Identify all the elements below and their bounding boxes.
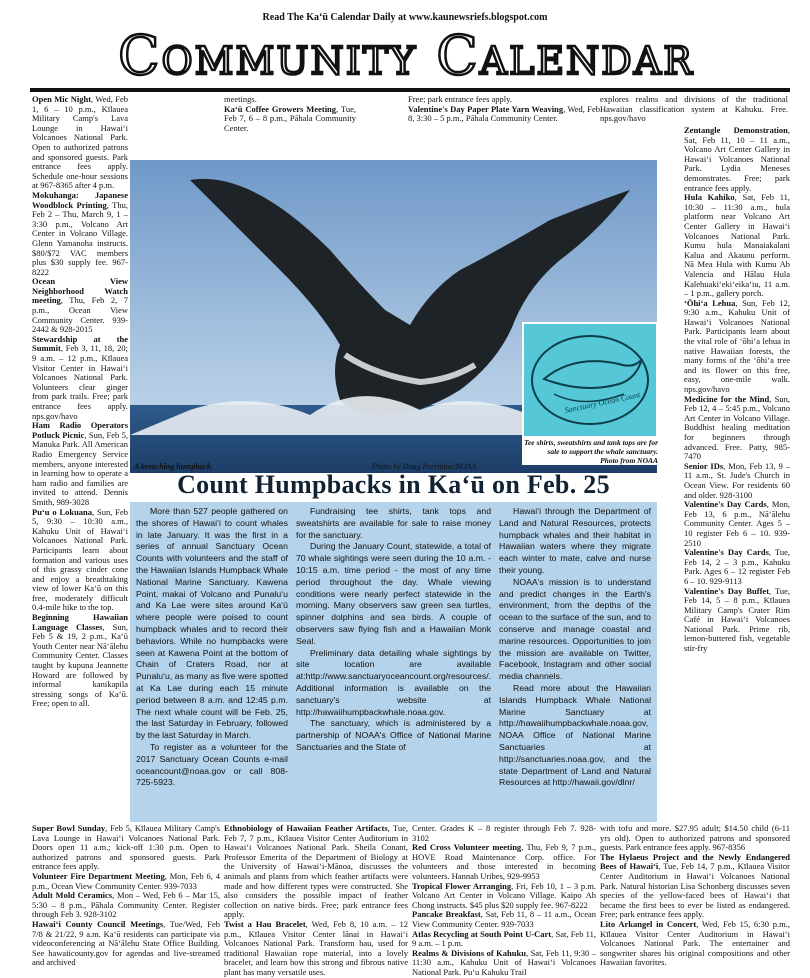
bottom_col2-entry: Ethnobiology of Hawaiian Feather Artifacts, Tue, Feb 7, 7 p.m., Kīlauea Visitor Center Auditorium in Hawai‘i Volcanoes National Park. Sheila Conant, Professor Emerita of the Department of Biology at the University of Hawai‘i-Mānoa, discusses the animals and plants from which feather artifacts were made and how different types were constructed. She also considers the possible impact of feather collection on native birds. Free; park entrance fees apply. [224,823,408,920]
col_right-entry: Hula Kahiko, Sat, Feb 11, 10:30 – 11:30 a.m., hula platform near Volcano Art Center Gallery in Hawai‘i Volcanoes National Park. Kumu hula Manaiakalani Kalua and Akaunu perform. Nā Mea Hula with Kumu Ab Valencia and Hālau Hula Kalehuaki‘eki‘eika‘iu, 11 a.m. – 1 p.m., gallery porch. [684,192,790,299]
right-column [684,126,790,821]
bottom_col4-entry: with tofu and more. $27.95 adult; $14.50 child (6-11 yrs old). Open to authorized patrons and sponsored guests. Park entrance fees apply. 967-8356 [600,823,790,853]
col_left-entry: Ham Radio Operators Potluck Picnic, Sun, Feb 5, Manuka Park. All American Radio Emergency Service members, anyone interested in learning how to operate a ham radio and families are invited to attend. Dennis Smith, 989-3028 [32,420,128,507]
masthead-title: Community Calendar [118,24,694,87]
story_cols.2-entry: Read more about the Hawaiian Islands Humpback Whale National Marine Sanctuary at http://hawaiihumpbackwhale.noaa.gov, NOAA Office of National Marine Sanctuaries at http://sanctuaries.noaa.gov, and the state Department of Land and Natural Resources at http://hawaii.gov/dlnr/ [499,682,651,788]
story-headline: Count Humpbacks in Ka‘ū on Feb. 25 [177,470,610,499]
story-column-2 [296,506,491,818]
left-column [32,94,129,709]
col_left-entry: Stewardship at the Summit, Feb 3, 11, 18, 20; 9 a.m. – 12 p.m., Kīlauea Visitor Center in Hawai‘i Volcanoes National Park. Volunteers clear ginger from park trails. Free; park entrance fees apply. nps.gov/havo [32,333,128,421]
story_cols.1-entry: Fundraising tee shirts, tank tops and sweatshirts are available for sale to raise money for the sanctuary. [295,506,492,540]
bottom_col3-entry: Pancake Breakfast, Sat, Feb 11, 8 – 11 a.m., Ocean View Community Center. 939-7033 [412,909,596,929]
story_cols.1-entry: Preliminary data detailing whale sightings by site location are available at:http://www.sanctuaryoceancount.org/resources/. Additional information is available on the sanctuary's website at http://hawaiihumpbackwhale.noaa.gov. [295,647,492,717]
col_left-entry: Mokuhanga: Japanese Woodblock Printing, Thu, Feb 2 – Thu, March 9, 1 – 3:30 p.m., Volcano Art Center in Volcano Village. Glenn Yamanoha instructs. $80/$72 VAC members plus $30 supply fee. 967-8222 [32,189,128,277]
col_right-entry: Senior IDs, Mon, Feb 13, 9 – 11 a.m., St. Jude's Church in Ocean View. For residents 60 and older. 928-3100 [684,460,791,500]
story-column-3 [499,506,651,818]
inset-caption-text: Tee shirts, sweatshirts and tank tops are for sale to support the whale sanctuary. [524,438,658,456]
col_right-entry: Valentine's Day Cards, Tue, Feb 14, 2 – 3 p.m., Kahuku Park. Ages 6 – 12 register Feb 6 – 10. 929-9113 [684,547,790,586]
bottom_col1-entry: Adult Mold Ceramics, Mon – Wed, Feb 6 – Mar 15, 5:30 – 8 p.m., Pāhala Community Center. Register through Feb 3. 928-3102 [32,890,220,920]
bottom-column-2 [224,823,409,977]
bottom_col3-entry: Tropical Flower Arranging, Fri, Feb 10, 1 – 3 p.m. Volcano Art Center in Volcano Village. Kaipo Ah Chong instructs. $45 plus $20 supply fee. 967-8222 [412,880,597,910]
bottom-column-4 [600,824,790,970]
col_4a-line: explores realms and divisions of the traditional Hawaiian classification system at Kahuku. Free. nps.gov/havo [600,94,788,124]
col_right-entry: Medicine for the Mind, Sun, Feb 12, 4 – 5:45 p.m., Volcano Art Center in Volcano Village. Buddhist healing meditation for beginners through advanced. Free. Patty, 985-7470 [684,393,790,462]
story_cols.2-entry: Hawai‘i through the Department of Land and Natural Resources, protects humpback whales and their habitat in Hawaiian waters where they migrate each winter to mate, calve and nurse their young. [499,506,651,575]
bottom_col3-entry: Red Cross Volunteer meeting, Thu, Feb 9, 7 p.m., HOVE Road Maintenance Corp. office. For volunteers and those interested in becoming volunteers. Hannah Uribes, 929-9953 [412,842,597,881]
top-banner: Read The Ka‘ū Calendar Daily at www.kaunewsriefs.blogspot.com [262,12,548,23]
whale-logo-icon [524,324,656,436]
bottom_col4-entry: The Hylaeus Project and the Newly Endangered Bees of Hawai‘i, Tue, Feb 14, 7 p.m., Kīlauea Visitor Center Auditorium in Hawai‘i Volcanoes National Park. Natural historian Lisa Schonberg discusses seven species of the yellow-faced bees of Hawai‘i that became the first bees to ever be listed as endangered. Free; park entrance fees apply. [600,851,790,920]
masthead-rule [30,88,790,92]
story_cols.1-entry: During the January Count, statewide, a total of 70 whale sightings were seen during the 10 a.m. - 10:15 a.m. time period - the most of any time period throughout the day. Whale viewing conditions were nearly perfect statewide in the morning. Many observers saw green sea turtles, spinner dolphins and sea birds. A couple of observers saw flying fish and a Hawaiian Monk Seal. [295,541,492,646]
col_2a-line: meetings. [224,94,257,104]
photo-caption: A breaching humpback. [134,462,213,471]
column-4-top [600,95,788,125]
col_left-entry: Open Mic Night, Wed, Feb 1, 6 – 10 p.m., Kīlauea Military Camp's Lava Lounge in Hawai‘i Volcanoes National Park. Open to authorized patrons and sponsored guests. Park entrance fees apply. Schedule one-hour sessions at 967-8365 after 4 p.m. [32,94,128,191]
bottom_col3-entry: Realms & Divisions of Kahuku, Sat, Feb 11, 9:30 – 11:30 a.m., Kahuku Unit of Hawai‘i Volcanoes National Park. Pu‘u Kahuku Trail [412,947,596,977]
col_right-entry: Valentine's Day Cards, Mon, Feb 13, 6 p.m., Nā‘ālehu Community Center. Ages 5 – 10 register Feb 6 – 10. 939-2510 [684,499,791,548]
story_cols.2-entry: NOAA's mission is to understand and predict changes in the Earth's environment, from the depths of the ocean to the surface of the sun, and to conserve and manage coastal and marine resources. Opportunities to join the mission are available on Twitter, Facebook, Instagram and other social media channels. [499,576,651,682]
story_cols.0-entry: To register as a volunteer for the 2017 Sanctuary Ocean Counts e-mail oceancount@noaa.gov or call 808-725-5923. [136,741,288,788]
bottom-column-3 [412,823,597,977]
story-column-1 [136,506,288,818]
bottom-column-1 [32,824,220,970]
bottom_col4-entry: Lito Arkangel in Concert, Wed, Feb 15, 6:30 p.m., Kīlauea Visitor Center Auditorium in Hawai‘i Volcanoes National Park. The entertainer and songwriter shares his original compositions and other Hawaiian favorites. [600,918,791,968]
col_right-entry: Valentine's Day Buffet, Tue, Feb 14, 5 – 8 p.m., Kīlauea Military Camp's Crater Rim Café in Hawai‘i Volcanoes National Park. Prime rib, lemon-buttered fish, vegetable stir-fry [684,585,790,654]
col_3a-line: Valentine's Day Paper Plate Yarn Weaving, Wed, Feb 8, 3:30 – 5 p.m., Pāhala Community Center. [408,103,601,124]
bottom_col1-entry: Super Bowl Sunday, Feb 5, Kīlauea Military Camp's Lava Lounge in Hawai‘i Volcanoes National Park. Doors open 11 a.m.; kick-off 1:30 p.m. Open to authorized patrons and sponsored guests. Park entrance fees apply. [32,823,220,872]
col_right-entry: Zentangle Demonstration, Sat, Feb 11, 10 – 11 a.m., Volcano Art Center Gallery in Hawai‘i Volcanoes National Park. Lydia Meneses demonstrates. Free; park entrance fees apply. [684,125,790,193]
story_cols.0-entry: More than 527 people gathered on the shores of Hawai‘i to count whales in late January. It was the first in a series of annual Sanctuary Ocean Counts with volunteers and the staff of the Hawaiian Islands Humpback Whale National Marine Sanctuary. Kawena Point, makai of Volcano and Punalu‘u and Ka Lae were sites around Ka‘ū where people were poised to count humpback whales and to record their behaviors. While no humpbacks were seen at Kawena Point at the bottom of Chain of Craters Road, nor at Punalu‘u, as many as five were spotted at Ka Lae during each 15 minute period between 8 a.m. and 12:45 p.m. The next whale count will be Feb. 25, the last Saturday in February, followed by the last Saturday in March. [136,506,288,741]
col_2a-line: Ka‘ū Coffee Growers Meeting, Tue, Feb 7, 6 – 8 p.m., Pāhala Community Center. [224,103,356,133]
column-2-top [224,95,356,157]
column-3-top [408,95,600,157]
col_left-entry: Pu‘u o Lokuana, Sun, Feb 5, 9:30 – 10:30 a.m., Kahuku Unit of Hawai‘i Volcanoes National Park. Participants learn about formation and various uses of this grassy cinder cone and enjoy a breathtaking view of lower Ka‘ū on this free, moderately difficult 0.4-mile hike to the top. [32,506,128,613]
story-box [130,502,657,822]
bottom_col1-entry: Volunteer Fire Department Meeting, Mon, Feb 6, 4 p.m., Ocean View Community Center. 939-7033 [32,870,220,891]
bottom_col3-entry: Center. Grades K – 8 register through Feb 7. 928-3102 [412,823,596,843]
photo-credit: Photo by Doug Perrinine/NOAA [372,462,477,471]
col_3a-line: Free; park entrance fees apply. [408,94,512,104]
bottom_col1-entry: Hawai‘i County Council Meetings, Tue/Wed, Feb 7/8 & 21/22, 9 a.m. Ka‘ū residents can participate via videoconferencing at Nā‘ālehu State Office Building. See hawaiicounty.gov for agendas and live-streamed and archived [32,918,220,968]
bottom_col3-entry: Atlas Recycling at South Point U-Cart, Sat, Feb 11, 9 a.m. – 1 p.m. [412,928,596,949]
col_right-entry: ‘Ōhi‘a Lehua, Sun, Feb 12, 9:30 a.m., Kahuku Unit of Hawai‘i Volcanoes National Park. Participants learn about the vital role of ‘ōhi‘a lehua in native Hawaiian forests, the many forms of the ‘ōhi‘a tree and its flower on this free, easy, one-mile walk. nps.gov/havo [684,297,790,395]
logo-text: Sanctuary Ocean Count [563,390,641,415]
bottom_col2-entry: Twist a Hau Bracelet, Wed, Feb 8, 10 a.m. – 12 p.m., Kīlauea Visitor Center lānai in Hawai‘i Volcanoes National Park. Transform hau, used for traditional Hawaiian rope material, into a lovely bracelet, and learn how this strong and fibrous native plant has many versatile uses. [224,918,409,977]
story_cols.1-entry: The sanctuary, which is administered by a partnership of NOAA's Office of National Marine Sanctuaries and the State of [295,718,492,752]
col_left-entry: Ocean View Neighborhood Watch meeting, Thu, Feb 2, 7 p.m., Ocean View Community Center. 939-2442 & 928-2015 [32,276,128,335]
inset-caption [522,438,658,465]
col_left-entry: Beginning Hawaiian Language Classes, Sun, Feb 5 & 19, 2 p.m., Ka‘ū Youth Center near Nā‘ālehu Community Center. Classes taught by kupuna Jeannette Howard are followed by informal kanikapila stressing songs of Ka‘ū. Free; open to all. [32,612,129,709]
inset-credit: Photo from NOAA [600,456,658,465]
sanctuary-logo-photo [522,322,658,438]
